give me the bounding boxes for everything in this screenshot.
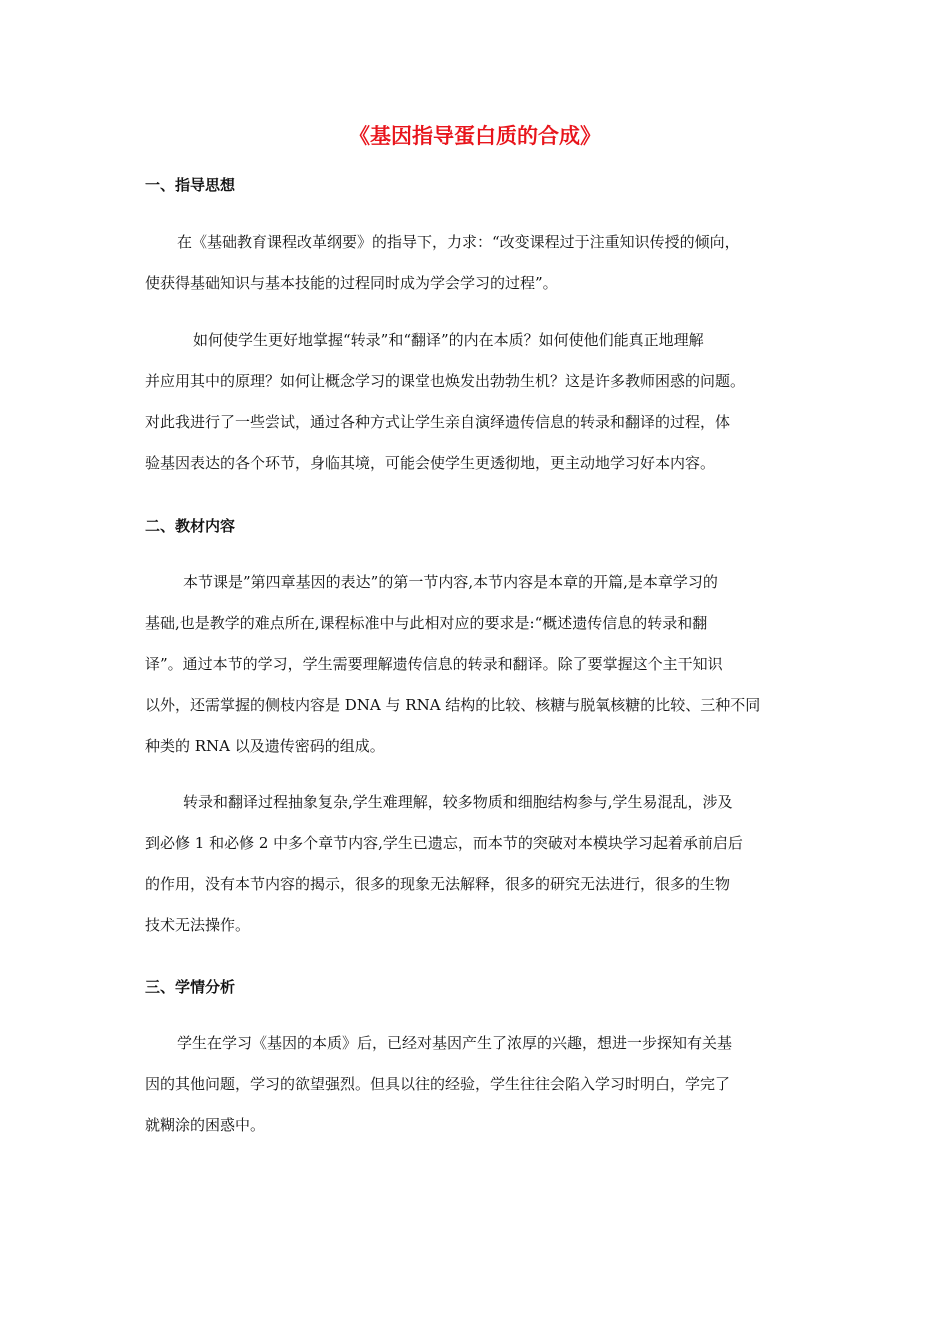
paragraph-line: 在《基础教育课程改革纲要》的指导下，力求：“改变课程过于注重知识传授的倾向，	[177, 233, 740, 251]
paragraph	[145, 222, 805, 304]
section-heading-textbook-content: 二、教材内容	[145, 517, 236, 535]
paragraph-line: 技术无法操作。	[145, 916, 251, 934]
document-title: 《基因指导蛋白质的合成》	[349, 124, 601, 148]
paragraph	[145, 562, 805, 767]
paragraph-line: 转录和翻译过程抽象复杂,学生难理解，较多物质和细胞结构参与,学生易混乱，涉及	[183, 793, 733, 811]
paragraph-line: 本节课是”第四章基因的表达”的第一节内容,本节内容是本章的开篇,是本章学习的	[183, 573, 718, 591]
paragraph-line: 到必修 1 和必修 2 中多个章节内容,学生已遗忘，而本节的突破对本模块学习起着承前启后	[145, 834, 743, 852]
paragraph-line: 基础,也是教学的难点所在,课程标准中与此相对应的要求是:“概述遗传信息的转录和翻	[145, 614, 708, 632]
paragraph-line: 学生在学习《基因的本质》后，已经对基因产生了浓厚的兴趣，想进一步探知有关基	[177, 1034, 733, 1052]
paragraph-line: 如何使学生更好地掌握“转录”和“翻译”的内在本质？如何使他们能真正地理解	[193, 331, 704, 349]
paragraph-line: 以外，还需掌握的侧枝内容是 DNA 与 RNA 结构的比较、核糖与脱氧核糖的比较、三种不同	[145, 696, 761, 714]
paragraph-line: 对此我进行了一些尝试，通过各种方式让学生亲自演绎遗传信息的转录和翻译的过程，体	[145, 413, 731, 431]
paragraph-line: 因的其他问题，学习的欲望强烈。但具以往的经验，学生往往会陷入学习时明白，学完了	[145, 1075, 731, 1093]
section-heading-guiding-ideas: 一、指导思想	[145, 176, 236, 194]
section-heading-learner-analysis: 三、学情分析	[145, 978, 236, 996]
paragraph	[145, 1023, 805, 1146]
paragraph-line: 使获得基础知识与基本技能的过程同时成为学会学习的过程”。	[145, 274, 558, 292]
paragraph	[145, 782, 805, 946]
paragraph	[145, 320, 805, 484]
paragraph-line: 就糊涂的困惑中。	[145, 1116, 266, 1134]
paragraph-line: 的作用，没有本节内容的揭示，很多的现象无法解释，很多的研究无法进行，很多的生物	[145, 875, 731, 893]
paragraph-line: 并应用其中的原理？如何让概念学习的课堂也焕发出勃勃生机？这是许多教师困惑的问题。	[145, 372, 746, 390]
paragraph-line: 译”。通过本节的学习，学生需要理解遗传信息的转录和翻译。除了要掌握这个主干知识	[145, 655, 723, 673]
paragraph-line: 种类的 RNA 以及遗传密码的组成。	[145, 737, 385, 755]
paragraph-line: 验基因表达的各个环节，身临其境，可能会使学生更透彻地，更主动地学习好本内容。	[145, 454, 716, 472]
